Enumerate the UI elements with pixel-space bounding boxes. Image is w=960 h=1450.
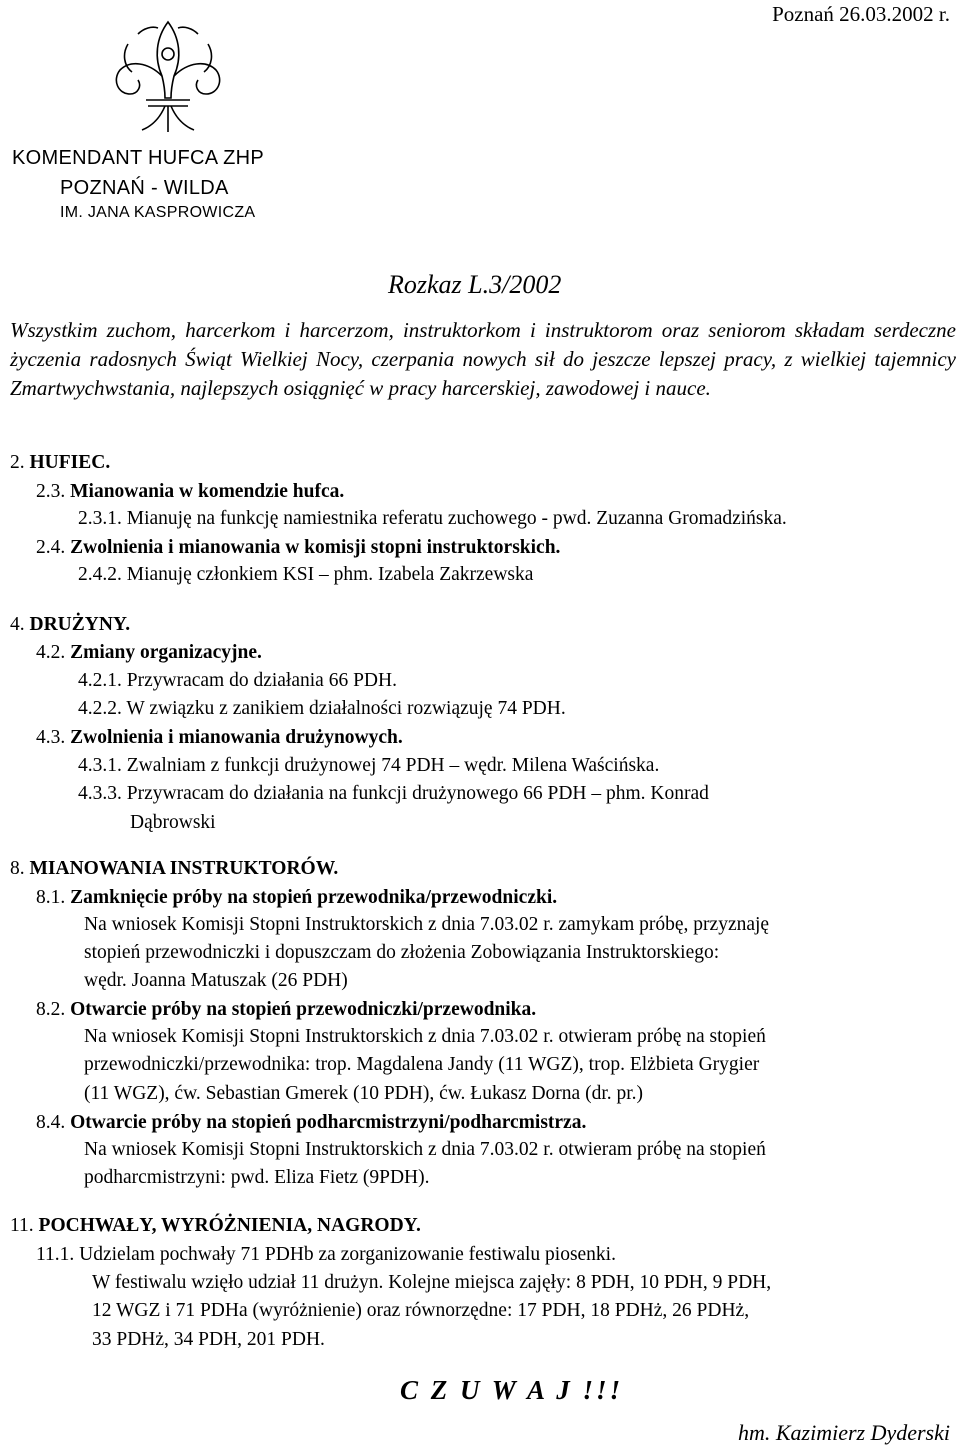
order-line [84, 1139, 766, 1161]
order-text: przewodniczki/przewodnika: trop. Magdalena Jandy (11 WGZ), trop. Elżbieta Grygier [84, 1054, 760, 1075]
org-name-line2: POZNAŃ - WILDA [60, 177, 229, 199]
order-line [84, 970, 348, 992]
order-line [36, 537, 560, 559]
order-number: 8. [10, 858, 30, 879]
order-text: Przywracam do działania 66 PDH. [126, 670, 397, 691]
order-line [130, 812, 216, 834]
order-line [78, 564, 533, 586]
signature: hm. Kazimierz Dyderski [737, 1420, 950, 1445]
order-line [78, 508, 787, 530]
order-text: 12 WGZ i 71 PDHa (wyróżnienie) oraz równorzędne: 17 PDH, 18 PDHż, 26 PDHż, [92, 1300, 750, 1321]
order-line [10, 452, 110, 474]
order-line [84, 914, 769, 936]
org-name-line3: IM. JANA KASPROWICZA [60, 204, 256, 221]
order-text: 33 PDHż, 34 PDH, 201 PDH. [92, 1329, 325, 1350]
order-text: Mianowania w komendzie hufca. [70, 481, 345, 502]
order-line [84, 1026, 766, 1048]
order-line [10, 614, 130, 636]
order-text: Na wniosek Komisji Stopni Instruktorskich z dnia 7.03.02 r. otwieram próbę na stopień [84, 1139, 766, 1160]
order-line [36, 1112, 586, 1134]
order-text: POCHWAŁY, WYRÓŻNIENIA, NAGRODY. [38, 1215, 421, 1236]
order-number: 11.1. [36, 1244, 80, 1265]
order-line [92, 1300, 749, 1322]
order-line [36, 887, 557, 909]
order-number: 4.3.3. [78, 783, 127, 804]
order-number: 4.2.2. [78, 698, 127, 719]
document-date: Poznań 26.03.2002 r. [772, 2, 950, 26]
order-number: 8.1. [36, 887, 71, 908]
fleur-de-lis-icon [108, 14, 228, 144]
order-text: Na wniosek Komisji Stopni Instruktorskich z dnia 7.03.02 r. otwieram próbę na stopień [84, 1026, 766, 1047]
order-text: W związku z zanikiem działalności rozwiązuję 74 PDH. [126, 698, 566, 719]
order-number: 2.4.2. [78, 564, 127, 585]
order-line [84, 1083, 643, 1105]
order-text: Otwarcie próby na stopień przewodniczki/przewodnika. [70, 999, 537, 1020]
order-line [36, 642, 262, 664]
order-text: Zwolnienia i mianowania drużynowych. [70, 727, 403, 748]
order-line [78, 783, 709, 805]
order-text: W festiwalu wzięło udział 11 drużyn. Kolejne miejsca zajęły: 8 PDH, 10 PDH, 9 PDH, [92, 1272, 772, 1293]
order-text: (11 WGZ), ćw. Sebastian Gmerek (10 PDH), ćw. Łukasz Dorna (dr. pr.) [84, 1083, 644, 1104]
order-line [36, 1244, 616, 1266]
closing-greeting: C Z U W A J !!! [400, 1375, 624, 1405]
order-line [36, 999, 536, 1021]
order-number: 11. [10, 1215, 39, 1236]
order-text: Zmiany organizacyjne. [70, 642, 262, 663]
order-line [10, 858, 338, 880]
order-line [92, 1329, 325, 1351]
order-number: 4.2. [36, 642, 71, 663]
order-number: 4.2.1. [78, 670, 127, 691]
order-text: HUFIEC. [29, 452, 111, 473]
order-text: podharcmistrzyni: pwd. Eliza Fietz (9PDH). [84, 1167, 430, 1188]
order-number: 2.3. [36, 481, 71, 502]
order-line [92, 1272, 771, 1294]
order-text: Mianuję na funkcję namiestnika referatu zuchowego - pwd. Zuzanna Gromadzińska. [126, 508, 787, 529]
order-number: 2.3.1. [78, 508, 127, 529]
order-line [36, 481, 344, 503]
order-text: Dąbrowski [130, 812, 216, 833]
order-number: 4.3.1. [78, 755, 127, 776]
order-text: Zamknięcie próby na stopień przewodnika/przewodniczki. [70, 887, 558, 908]
order-text: MIANOWANIA INSTRUKTORÓW. [29, 858, 339, 879]
order-line [84, 942, 719, 964]
order-line [84, 1167, 430, 1189]
greetings-paragraph: Wszystkim zuchom, harcerkom i harcerzom, instruktorkom i instruktorom oraz seniorom składam serdeczne życzenia radosnych Świąt Wielkiej Nocy, czerpania nowych sił do jeszcze lepszej pracy, z wielkiej tajemnicy Zmartwychwstania, najlepszych osiągnięć w pracy harcerskiej, zawodowej i nauce. [10, 318, 956, 400]
order-text: Otwarcie próby na stopień podharcmistrzyni/podharcmistrza. [70, 1112, 587, 1133]
document-title: Rozkaz L.3/2002 [388, 270, 562, 299]
order-text: Na wniosek Komisji Stopni Instruktorskich z dnia 7.03.02 r. zamykam próbę, przyznaję [84, 914, 770, 935]
order-line [84, 1054, 759, 1076]
order-text: DRUŻYNY. [29, 614, 131, 635]
order-line [10, 1215, 421, 1237]
order-line [78, 755, 659, 777]
order-text: Zwalniam z funkcji drużynowej 74 PDH – wędr. Milena Waścińska. [126, 755, 660, 776]
order-text: Udzielam pochwały 71 PDHb za zorganizowanie festiwalu piosenki. [79, 1244, 616, 1265]
order-line [78, 670, 397, 692]
order-text: stopień przewodniczki i dopuszczam do złożenia Zobowiązania Instruktorskiego: [84, 942, 720, 963]
order-text: Mianuję członkiem KSI – phm. Izabela Zakrzewska [126, 564, 534, 585]
order-number: 2. [10, 452, 30, 473]
order-line [36, 727, 403, 749]
order-number: 8.4. [36, 1112, 71, 1133]
org-name-line1: KOMENDANT HUFCA ZHP [12, 147, 265, 169]
order-text: Przywracam do działania na funkcji drużynowego 66 PDH – phm. Konrad [126, 783, 709, 804]
order-text: wędr. Joanna Matuszak (26 PDH) [84, 970, 348, 991]
order-number: 4. [10, 614, 30, 635]
order-number: 2.4. [36, 537, 71, 558]
order-number: 4.3. [36, 727, 71, 748]
order-line [78, 698, 566, 720]
order-text: Zwolnienia i mianowania w komisji stopni instruktorskich. [70, 537, 561, 558]
order-number: 8.2. [36, 999, 71, 1020]
